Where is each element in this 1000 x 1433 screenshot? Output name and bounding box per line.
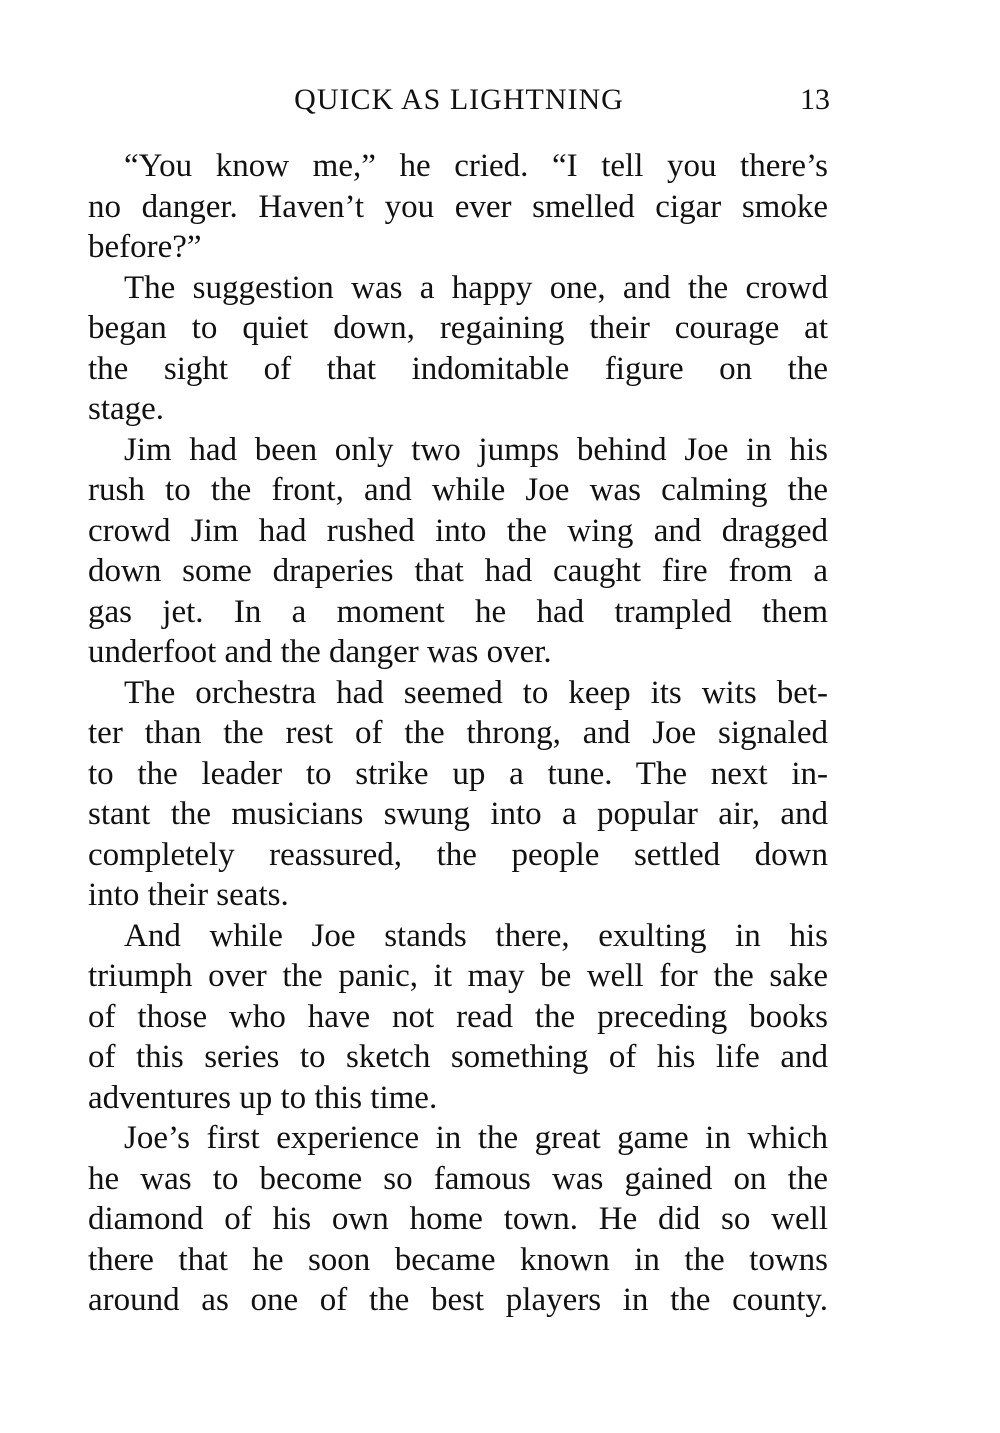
text-line: diamond of his own home town. He did so well: [88, 1201, 828, 1237]
text-line: into their seats.: [88, 877, 289, 913]
text-line: “You know me,” he cried. “I tell you there’s: [124, 148, 828, 184]
body-text: [88, 146, 828, 1321]
text-line: crowd Jim had rushed into the wing and dragged: [88, 512, 828, 549]
text-line: The orchestra had seemed to keep its wits bet-: [124, 674, 828, 711]
text-line: no danger. Haven’t you ever smelled cigar smoke: [88, 188, 828, 225]
text-line: stage.: [88, 391, 165, 427]
text-line: of those who have not read the preceding books: [88, 998, 828, 1035]
text-line: stant the musicians swung into a popular air, and: [88, 796, 828, 832]
text-line: ter than the rest of the throng, and Joe signaled: [88, 715, 828, 751]
text-line: there that he soon became known in the towns: [88, 1241, 828, 1278]
text-line: completely reassured, the people settled down: [88, 836, 828, 873]
text-line: Jim had been only two jumps behind Joe in his: [124, 431, 828, 468]
text-line: underfoot and the danger was over.: [88, 634, 552, 670]
text-line: The suggestion was a happy one, and the crowd: [124, 269, 828, 306]
text-line: began to quiet down, regaining their courage at: [88, 310, 828, 346]
page-number: 13: [800, 83, 830, 116]
running-title: QUICK AS LIGHTNING: [294, 83, 624, 116]
text-line: around as one of the best players in the county.: [88, 1282, 828, 1318]
text-line: before?”: [88, 229, 202, 265]
text-line: gas jet. In a moment he had trampled them: [88, 593, 828, 630]
text-line: the sight of that indomitable figure on the: [88, 350, 828, 387]
text-line: down some draperies that had caught fire from a: [88, 553, 828, 589]
text-line: of this series to sketch something of his life and: [88, 1039, 828, 1075]
text-line: adventures up to this time.: [88, 1079, 438, 1116]
text-line: And while Joe stands there, exulting in his: [124, 917, 828, 954]
text-line: rush to the front, and while Joe was calming the: [88, 472, 828, 508]
text-line: Joe’s first experience in the great game in which: [124, 1120, 828, 1156]
text-line: triumph over the panic, it may be well for the sake: [88, 958, 828, 994]
text-line: to the leader to strike up a tune. The next in-: [88, 755, 828, 792]
running-head: [88, 78, 830, 122]
text-line: he was to become so famous was gained on the: [88, 1160, 828, 1197]
